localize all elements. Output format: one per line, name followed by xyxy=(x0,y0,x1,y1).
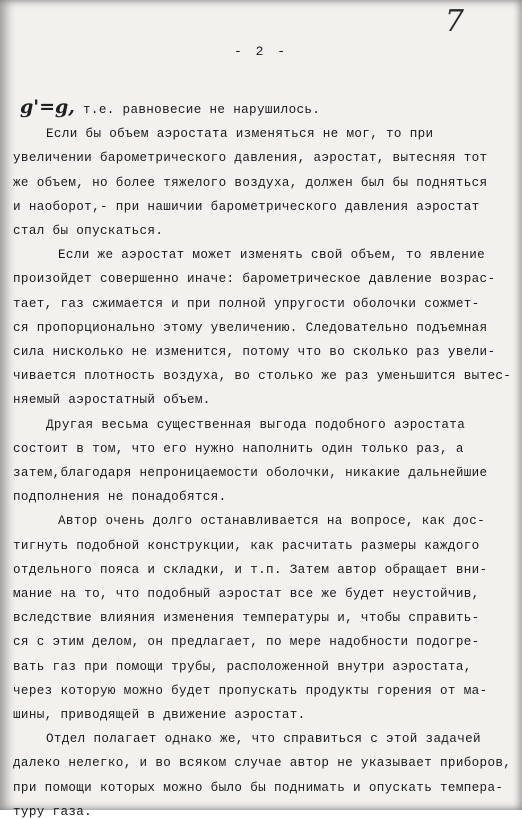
text-line: произойдет совершенно иначе: барометрическое давление возрас- xyxy=(13,272,496,286)
text-line: Если же аэростат может изменять свой объем, то явление xyxy=(58,248,486,262)
text-line: ся пропорционально этому увеличению. Следовательно подъемная xyxy=(13,321,488,335)
page-number: - 2 - xyxy=(233,44,288,59)
text-line: отдельного пояса и складки, и т.п. Затем автор обращает вни- xyxy=(13,563,488,577)
handwritten-folio-number: 7 xyxy=(444,4,464,39)
text-line: вследствие влияния изменения температуры и, чтобы справить- xyxy=(13,611,480,625)
text-line: далеко нелегко, и во всяком случае автор не указывает приборов, xyxy=(13,756,512,770)
text-line: состоит в том, что его нужно наполнить один только раз, а xyxy=(13,442,464,456)
text-line: тигнуть подобной конструкции, как расчитать размеры каждого xyxy=(13,539,480,553)
text-line: и наоборот,- при нашичии барометрического давления аэростат xyxy=(13,200,480,214)
text-line: ся с этим делом, он предлагает, по мере надобности подогре- xyxy=(13,635,480,649)
text-line: сила нисколько не изменится, потому что во сколько раз увели- xyxy=(13,345,496,359)
text-line: через которую можно будет пропускать продукты горения от ма- xyxy=(13,684,488,698)
text-line: шины, приводящей в движение аэростат. xyxy=(13,708,306,722)
text-line: Если бы объем аэростата изменяться не мог, то при xyxy=(46,127,434,141)
text-line: тает, газ сжимается и при полной упругости оболочки сожмет- xyxy=(13,297,480,311)
text-line: вать газ при помощи трубы, расположенной внутри аэростата, xyxy=(13,660,472,674)
text-line: Другая весьма существенная выгода подобного аэростата xyxy=(46,418,466,432)
text-line: няемый аэростатный объем. xyxy=(13,393,211,407)
text-line: чивается плотность воздуха, во столько же раз уменьшится вытес- xyxy=(13,369,512,383)
text-line: увеличении барометрического давления, аэростат, вытесняя тот xyxy=(13,151,488,165)
text-line: туру газа. xyxy=(13,805,93,819)
text-line: подполнения не понадобятся. xyxy=(13,490,227,504)
text-line: Отдел полагает однако же, что справиться с этой задачей xyxy=(46,732,481,746)
handwritten-formula: g'=g, xyxy=(20,96,75,118)
text-line: при помощи которых можно было бы поднимать и опускать темпера- xyxy=(13,781,504,795)
text-line: затем,благодаря непроницаемости оболочки, никакие дальнейшие xyxy=(13,466,488,480)
text-line: стал бы опускаться. xyxy=(13,224,164,238)
text-line: мание на то, что подобный аэростат все же будет неустойчив, xyxy=(13,587,480,601)
text-line: Автор очень долго останавливается на вопросе, как дос- xyxy=(58,514,486,528)
text-line: т.е. равновесие не нарушилось. xyxy=(83,103,321,117)
text-line: же объем, но более тяжелого воздуха, должен был бы подняться xyxy=(13,176,488,190)
